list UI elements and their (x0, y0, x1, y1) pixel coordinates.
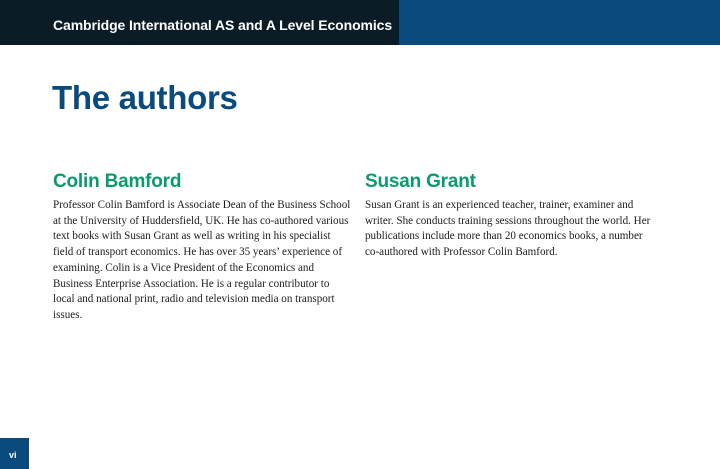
page-number: vi (9, 450, 17, 460)
author-bio: Professor Colin Bamford is Associate Dean of the Business School at the University of Huddersfield, UK. He has co-authored various text books with Susan Grant as well as writing in his specialist field of transport economics. He has over 35 years’ experience of examining. Colin is a Vice President of the Economics and Business Enterprise Association. He is a regular contributor to local and national print, radio and television media on transport issues. (53, 199, 351, 321)
author-section-susan-grant (365, 170, 657, 261)
page-number-tab (0, 438, 29, 469)
author-name: Susan Grant (365, 171, 476, 192)
header-title-panel (0, 0, 399, 45)
page-title: The authors (52, 79, 238, 116)
author-bio: Susan Grant is an experienced teacher, trainer, examiner and writer. She conducts training sessions throughout the world. Her publications include more than 20 economics books, a number co-authored with Professor Colin Bamford. (365, 199, 651, 259)
book-title: Cambridge International AS and A Level Economics (53, 17, 393, 33)
author-section-colin-bamford (53, 170, 353, 324)
author-name: Colin Bamford (53, 171, 182, 192)
